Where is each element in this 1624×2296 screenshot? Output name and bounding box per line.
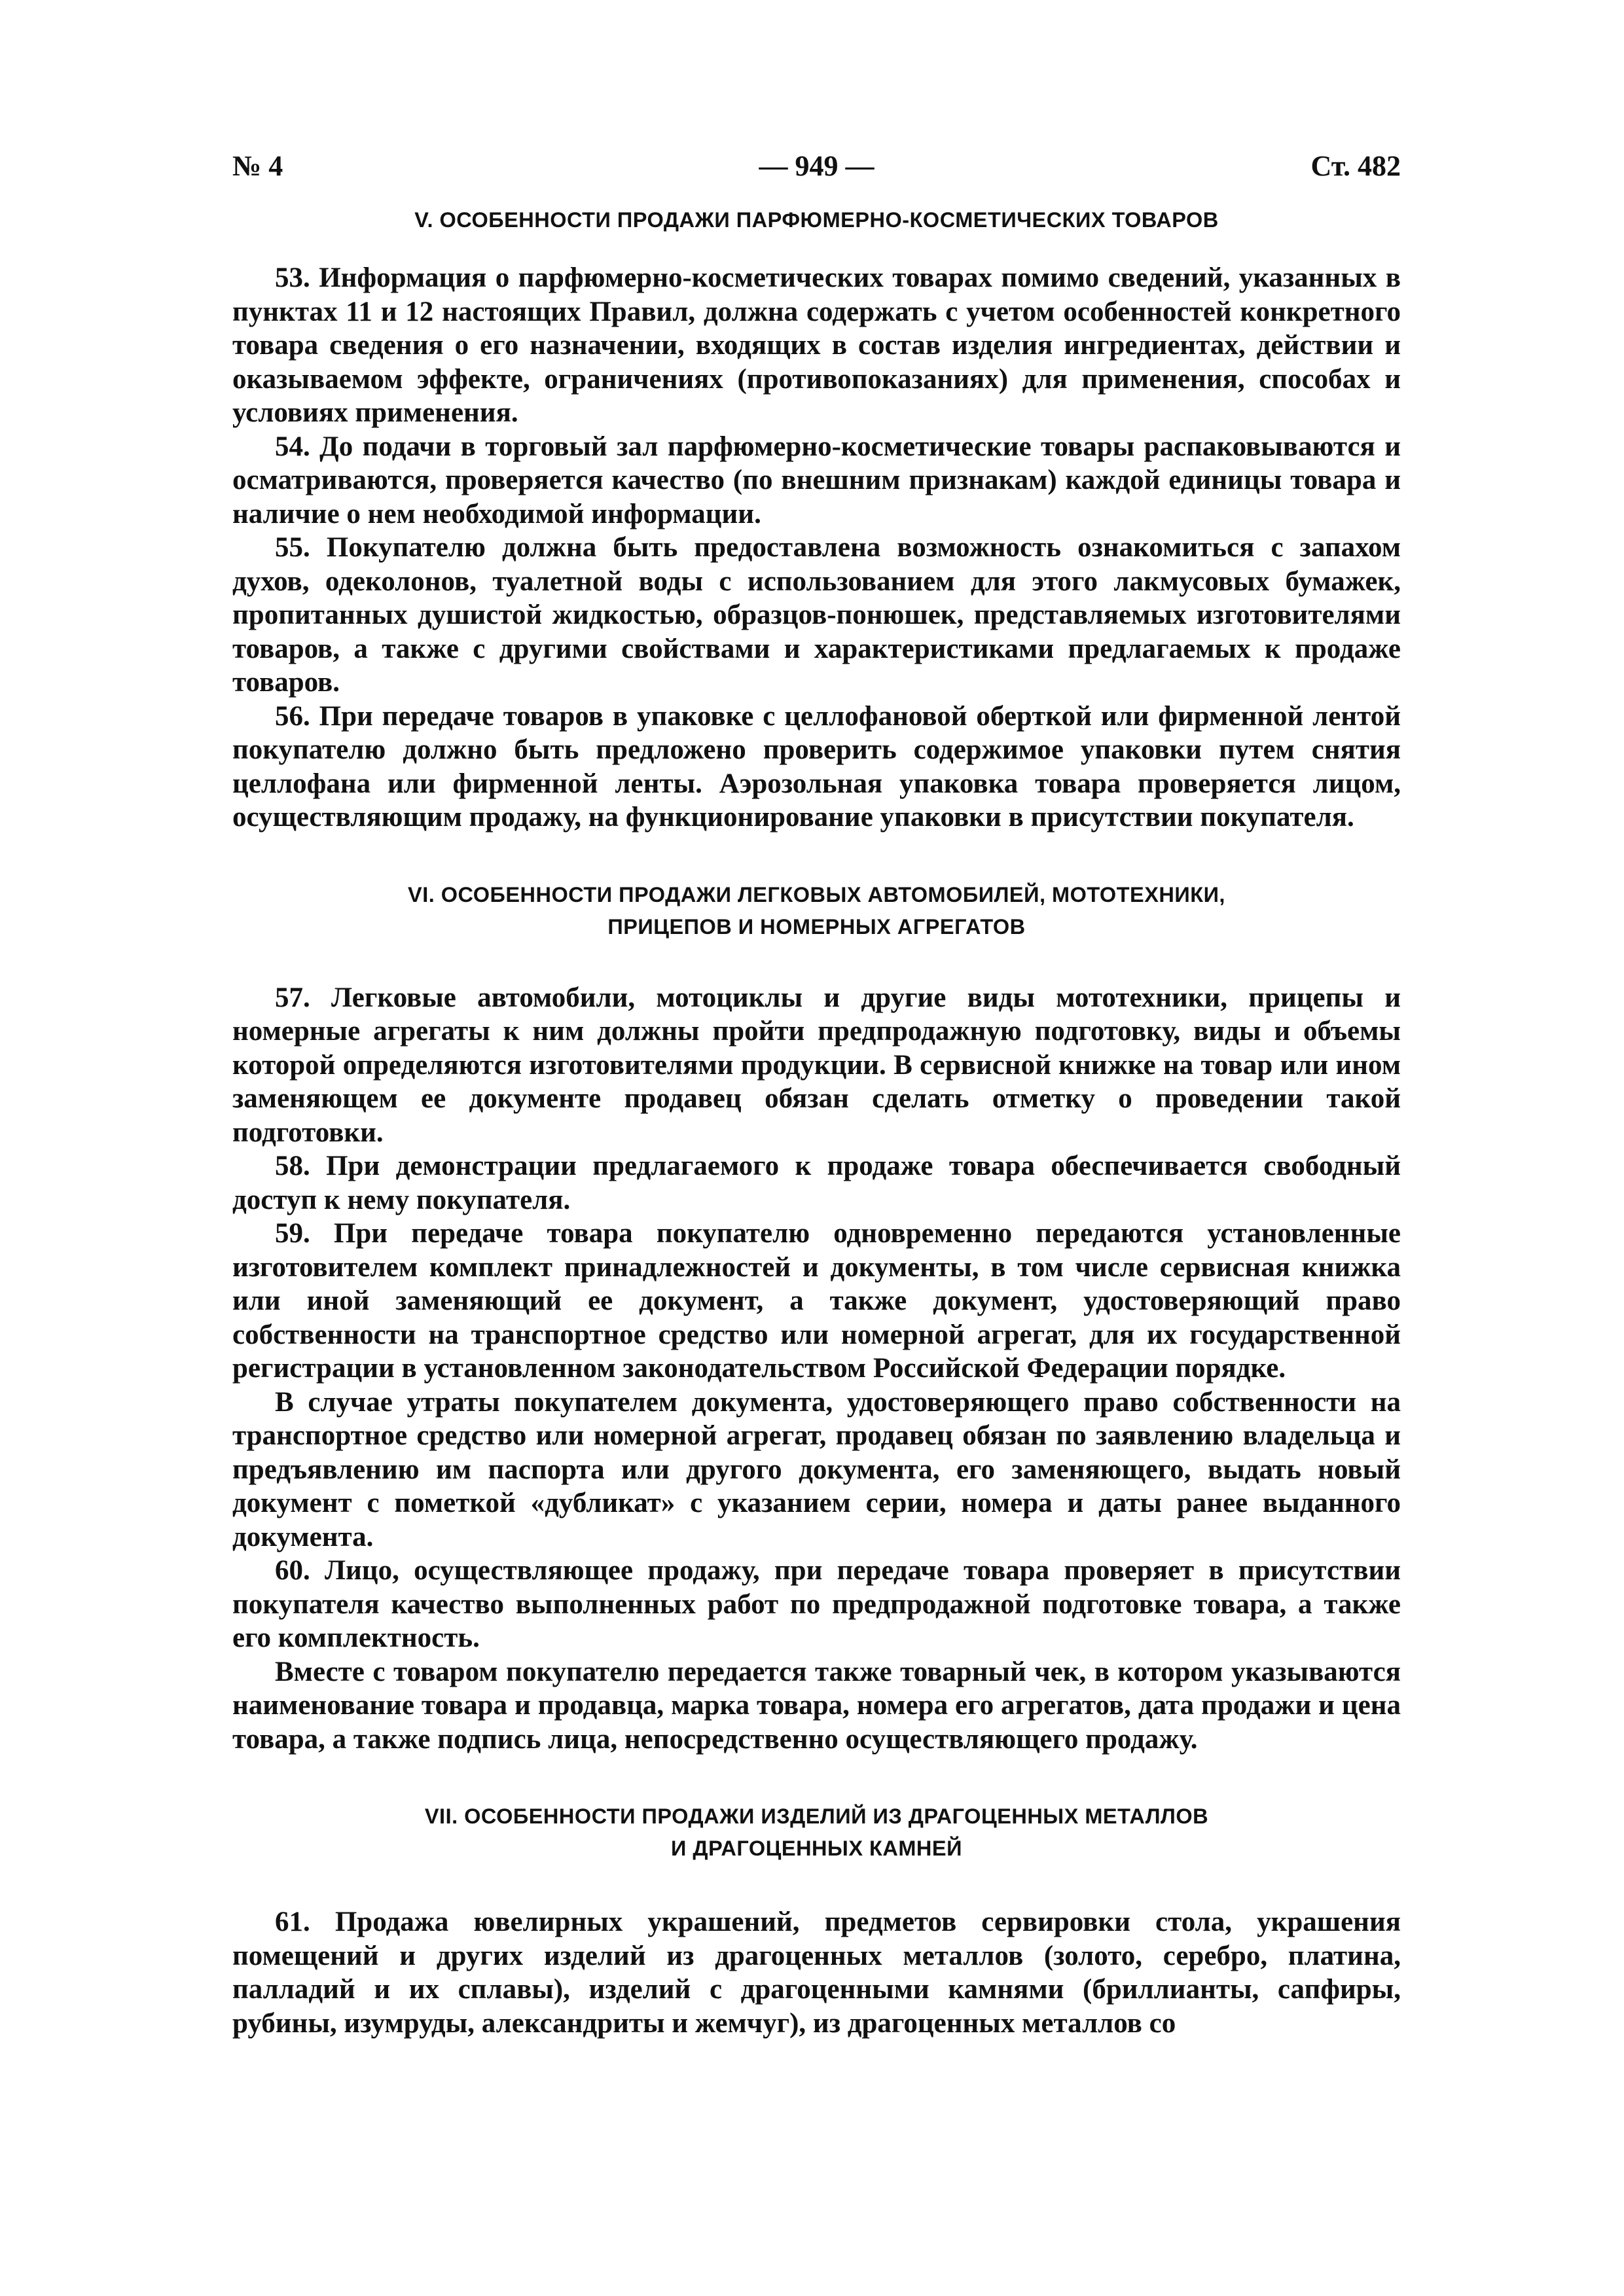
- section-title-vi: [232, 879, 1401, 943]
- paragraph-57: 57. Легковые автомобили, мотоциклы и другие виды мототехники, прицепы и номерные агрегаты к ним должны пройти предпродажную подготовку, виды и объемы которой определяются изготовителями продукции. В сервисной книжке на товар или ином заменяющем ее документе продавец обязан сделать отметку о проведении такой подготовки.: [232, 982, 1401, 1148]
- page-number: — 949 —: [759, 150, 875, 182]
- page-header: [232, 149, 1401, 190]
- paragraph-60-continued: Вместе с товаром покупателю передается также товарный чек, в котором указываются наименование товара и продавца, марка товара, номера его агрегатов, дата продажи и цена товара, а также подпись лица, непосредственно осуществляющего продажу.: [232, 1656, 1401, 1755]
- article-number: Ст. 482: [1310, 150, 1401, 182]
- section-title-v: [232, 204, 1401, 236]
- paragraph-59-continued: В случае утраты покупателем документа, удостоверяющего право собственности на транспортное средство или номерной агрегат, продавец обязан по заявлению владельца и предъявлению им паспорта или другого документа, его заменяющего, выдать новый документ с пометкой «дубликат» с указанием серии, номера и даты ранее выданного документа.: [232, 1386, 1401, 1552]
- issue-number: № 4: [232, 150, 283, 182]
- document-page: [232, 149, 1401, 2040]
- paragraph-55: 55. Покупателю должна быть предоставлена возможность ознакомиться с запахом духов, одеколонов, туалетной воды с использованием для этого лакмусовых бумажек, пропитанных душистой жидкостью, образцов-понюшек, представляемых изготовителями товаров, а также с другими свойствами и характеристиками предлагаемых к продаже товаров.: [232, 532, 1401, 698]
- section-title-line: И ДРАГОЦЕННЫХ КАМНЕЙ: [671, 1837, 962, 1860]
- paragraph-60: 60. Лицо, осуществляющее продажу, при передаче товара проверяет в присутствии покупателя качество выполненных работ по предпродажной подготовке товара, а также его комплектность.: [232, 1555, 1401, 1653]
- section-title-line: ПРИЦЕПОВ И НОМЕРНЫХ АГРЕГАТОВ: [607, 914, 1026, 939]
- section-title-line: VII. ОСОБЕННОСТИ ПРОДАЖИ ИЗДЕЛИЙ ИЗ ДРАГОЦЕННЫХ МЕТАЛЛОВ: [424, 1804, 1209, 1828]
- paragraph-58: 58. При демонстрации предлагаемого к продаже товара обеспечивается свободный доступ к нему покупателя.: [232, 1151, 1401, 1215]
- section-body-vi: [232, 981, 1401, 1757]
- section-title-line: VI. ОСОБЕННОСТИ ПРОДАЖИ ЛЕГКОВЫХ АВТОМОБИЛЕЙ, МОТОТЕХНИКИ,: [408, 882, 1225, 906]
- section-title-vii: [232, 1801, 1401, 1865]
- paragraph-54: 54. До подачи в торговый зал парфюмерно-косметические товары распаковываются и осматриваются, проверяется качество (по внешним признакам) каждой единицы товара и наличие о нем необходимой информации.: [232, 431, 1401, 529]
- section-body-v: [232, 261, 1401, 834]
- section-title-line: V. ОСОБЕННОСТИ ПРОДАЖИ ПАРФЮМЕРНО-КОСМЕТИЧЕСКИХ ТОВАРОВ: [414, 208, 1219, 232]
- paragraph-56: 56. При передаче товаров в упаковке с целлофановой оберткой или фирменной лентой покупателю должно быть предложено проверить содержимое упаковки путем снятия целлофана или фирменной ленты. Аэрозольная упаковка товара проверяется лицом, осуществляющим продажу, на функционирование упаковки в присутствии покупателя.: [232, 700, 1401, 833]
- section-body-vii: [232, 1905, 1401, 2040]
- paragraph-59: 59. При передаче товара покупателю одновременно передаются установленные изготовителем комплект принадлежностей и документы, в том числе сервисная книжка или иной заменяющий ее документ, а также документ, удостоверяющий право собственности на транспортное средство или номерной агрегат, для их государственной регистрации в установленном законодательством Российской Федерации порядке.: [232, 1218, 1401, 1384]
- paragraph-61: 61. Продажа ювелирных украшений, предметов сервировки стола, украшения помещений и других изделий из драгоценных металлов (золото, серебро, платина, палладий и их сплавы), изделий с драгоценными камнями (бриллианты, сапфиры, рубины, изумруды, александриты и жемчуг), из драгоценных металлов со: [232, 1907, 1401, 2039]
- paragraph-53: 53. Информация о парфюмерно-косметических товарах помимо сведений, указанных в пунктах 11 и 12 настоящих Правил, должна содержать с учетом особенностей конкретного товара сведения о его назначении, входящих в состав изделия ингредиентах, действии и оказываемом эффекте, ограничениях (противопоказаниях) для применения, способах и условиях применения.: [232, 262, 1401, 428]
